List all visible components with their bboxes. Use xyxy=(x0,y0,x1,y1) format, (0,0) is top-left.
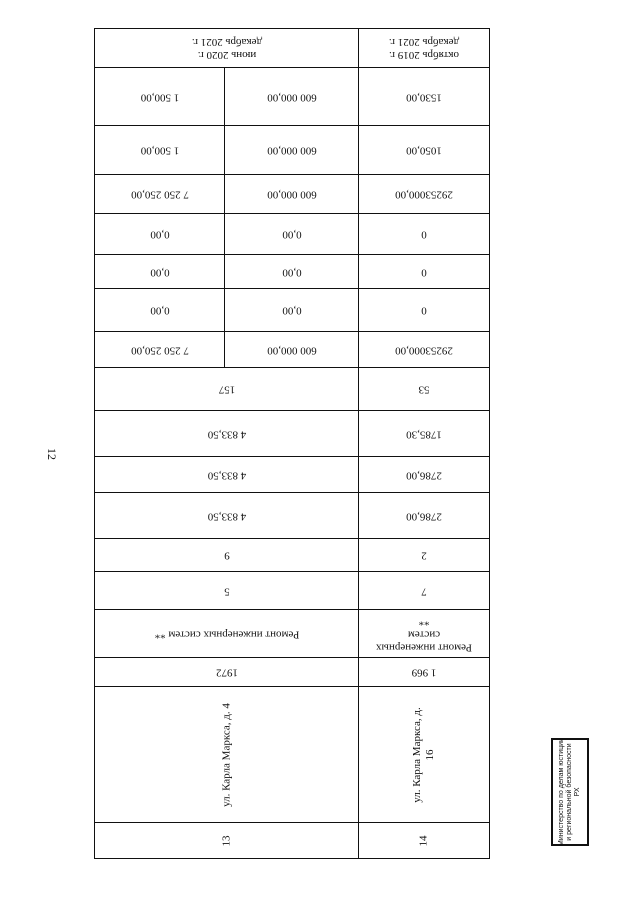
table-row xyxy=(95,493,489,539)
data-table xyxy=(94,28,490,859)
table-cell: 13 xyxy=(95,823,359,858)
table-cell: 0 xyxy=(421,266,427,278)
table-cell: 2786,00 xyxy=(406,510,442,522)
table-row xyxy=(95,126,489,175)
table-row xyxy=(95,457,489,493)
address-cell: ул. Карла Маркса, д. 4 xyxy=(95,687,359,822)
table-cell: 0,00 xyxy=(95,289,225,331)
table-cell: 0,00 xyxy=(95,255,225,288)
table-cell: Ремонт инженерных систем ** xyxy=(95,610,359,657)
table-cell: 7 xyxy=(421,585,427,597)
table-cell: 29253000,00 xyxy=(395,188,453,201)
table-cell: 7 250 250,00 xyxy=(95,332,225,367)
table-row xyxy=(95,411,489,457)
header-row xyxy=(95,29,489,68)
table-cell: Ремонт инженерных систем ** xyxy=(376,615,472,653)
table-cell: 9 xyxy=(95,539,359,571)
table-cell: 1972 xyxy=(95,658,359,686)
table-row xyxy=(95,658,489,687)
table-cell: 157 xyxy=(95,368,359,410)
table-cell: 1785,30 xyxy=(406,428,442,440)
table-cell: 29253000,00 xyxy=(395,344,453,356)
table-row xyxy=(95,68,489,126)
table-row xyxy=(95,572,489,610)
table-cell: 1 500,00 xyxy=(95,126,225,174)
number-row xyxy=(95,823,489,858)
table-cell: 1 969 xyxy=(411,666,437,679)
table-cell: 5 xyxy=(95,572,359,609)
table-cell: 4 833,50 xyxy=(95,457,359,492)
header-cell-left: июнь 2020 г. декабрь 2021 г. xyxy=(95,29,359,67)
table-cell: 600 000,00 xyxy=(225,126,359,174)
table-cell: 14 xyxy=(417,835,430,846)
table-cell: 4 833,50 xyxy=(95,411,359,456)
table-row xyxy=(95,368,489,411)
table-cell: 600 000,00 xyxy=(225,332,359,367)
table-cell: 1530,00 xyxy=(406,91,442,103)
table-cell: 0,00 xyxy=(225,289,359,331)
table-cell: 53 xyxy=(418,383,430,396)
table-cell: 2 xyxy=(421,549,427,562)
table-cell: 600 000,00 xyxy=(225,175,359,213)
table-cell: 7 250 250,00 xyxy=(95,175,225,213)
table-row xyxy=(95,539,489,572)
table-row xyxy=(95,610,489,658)
table-cell: 600 000,00 xyxy=(225,68,359,125)
page-number: 12 xyxy=(45,448,59,460)
table-cell: 0,00 xyxy=(95,214,225,254)
table-row xyxy=(95,175,489,214)
table-row xyxy=(95,332,489,368)
table-cell: 0,00 xyxy=(225,214,359,254)
table-cell: 4 833,50 xyxy=(95,493,359,538)
table-cell: 0,00 xyxy=(225,255,359,288)
ministry-stamp: Министерство по делам юстиции и региональной безопасности РХ xyxy=(551,738,589,846)
address-cell: ул. Карла Маркса, д. 16 xyxy=(411,706,436,803)
address-row xyxy=(95,687,489,823)
table-cell: 2786,00 xyxy=(406,469,442,481)
header-cell-right: октябрь 2019 г. декабрь 2021 г. xyxy=(388,36,460,61)
table-cell: 1 500,00 xyxy=(95,68,225,125)
table-cell: 0 xyxy=(421,228,427,241)
table-cell: 1050,00 xyxy=(406,144,442,157)
table-row xyxy=(95,214,489,255)
table-row xyxy=(95,289,489,332)
table-cell: 0 xyxy=(421,304,427,317)
table-row xyxy=(95,255,489,289)
